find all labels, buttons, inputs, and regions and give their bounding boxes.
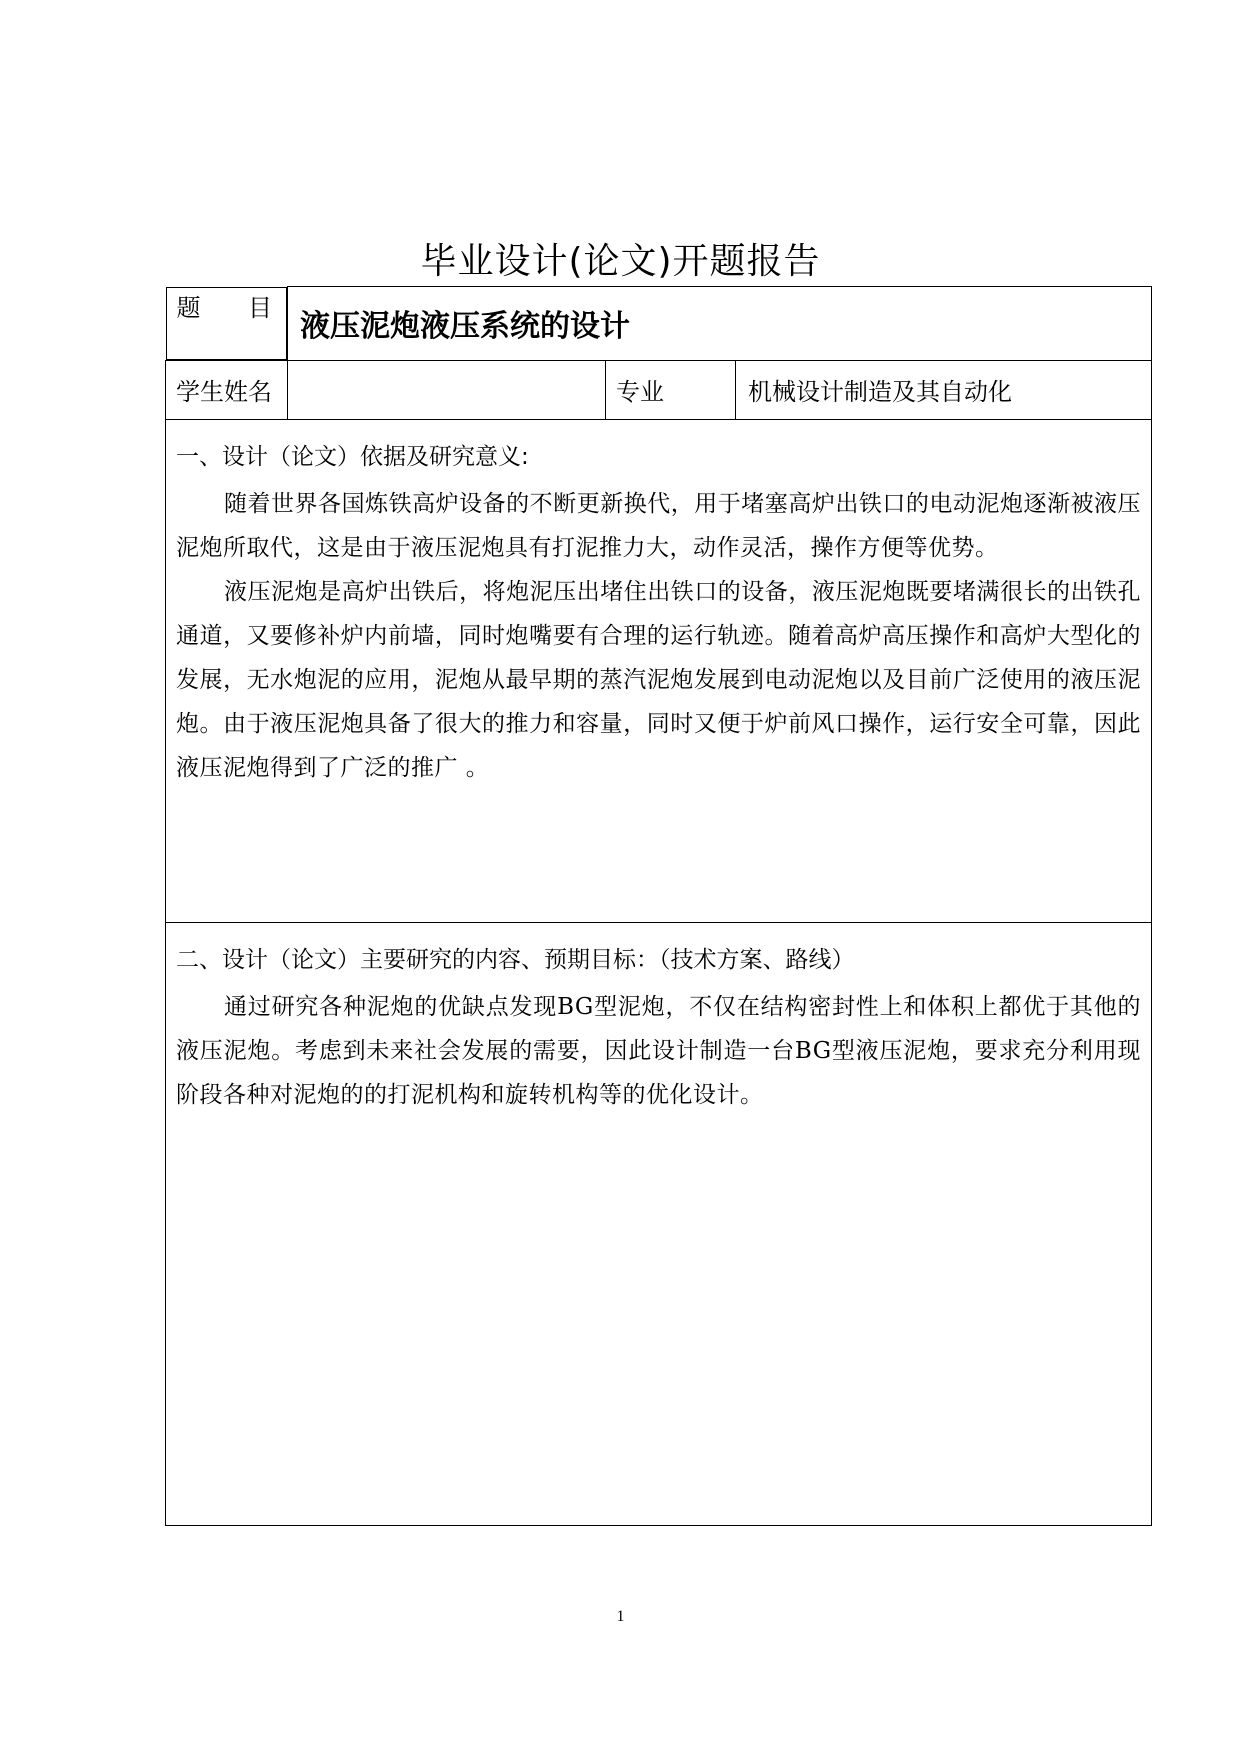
major-label: 专业 — [606, 360, 736, 419]
topic-label — [166, 287, 288, 360]
section-2-row — [166, 922, 1152, 1525]
section-1-row — [166, 419, 1152, 922]
section-2-heading: 二、设计（论文）主要研究的内容、预期目标：（技术方案、路线） — [176, 946, 855, 973]
section-1 — [166, 419, 1152, 922]
topic-value: 液压泥炮液压系统的设计 — [288, 287, 1152, 361]
section-2-paragraph: 通过研究各种泥炮的优缺点发现BG型泥炮，不仅在结构密封性上和体积上都优于其他的液压泥炮。考虑到未来社会发展的需要，因此设计制造一台BG型液压泥炮，要求充分利用现阶段各种对泥炮的的打泥机构和旋转机构等的优化设计。 — [176, 993, 1142, 1108]
section-1-heading: 一、设计（论文）依据及研究意义: — [176, 443, 529, 470]
section-1-paragraph: 液压泥炮是高炉出铁后，将炮泥压出堵住出铁口的设备，液压泥炮既要堵满很长的出铁孔通道，又要修补炉内前墙，同时炮嘴要有合理的运行轨迹。随着高炉高压操作和高炉大型化的发展，无水炮泥的应用，泥炮从最早期的蒸汽泥炮发展到电动泥炮以及目前广泛使用的液压泥炮。由于液压泥炮具备了很大的推力和容量，同时又便于炉前风口操作，运行安全可靠，因此液压泥炮得到了广泛的推广 。 — [176, 578, 1142, 781]
topic-label-left: 题 — [176, 293, 201, 322]
section-2 — [166, 922, 1152, 1525]
topic-row — [166, 287, 1152, 361]
proposal-form-table — [165, 286, 1152, 1526]
document-title: 毕业设计(论文)开题报告 — [420, 241, 821, 282]
student-row — [166, 360, 1152, 419]
student-name-label: 学生姓名 — [166, 360, 288, 419]
topic-label-right: 目 — [248, 293, 272, 322]
page-number: 1 — [616, 1608, 625, 1625]
student-name-value — [288, 360, 606, 419]
major-value: 机械设计制造及其自动化 — [736, 360, 1152, 419]
section-1-paragraph: 随着世界各国炼铁高炉设备的不断更新换代，用于堵塞高炉出铁口的电动泥炮逐渐被液压泥炮所取代，这是由于液压泥炮具有打泥推力大，动作灵活，操作方便等优势。 — [176, 490, 1142, 561]
